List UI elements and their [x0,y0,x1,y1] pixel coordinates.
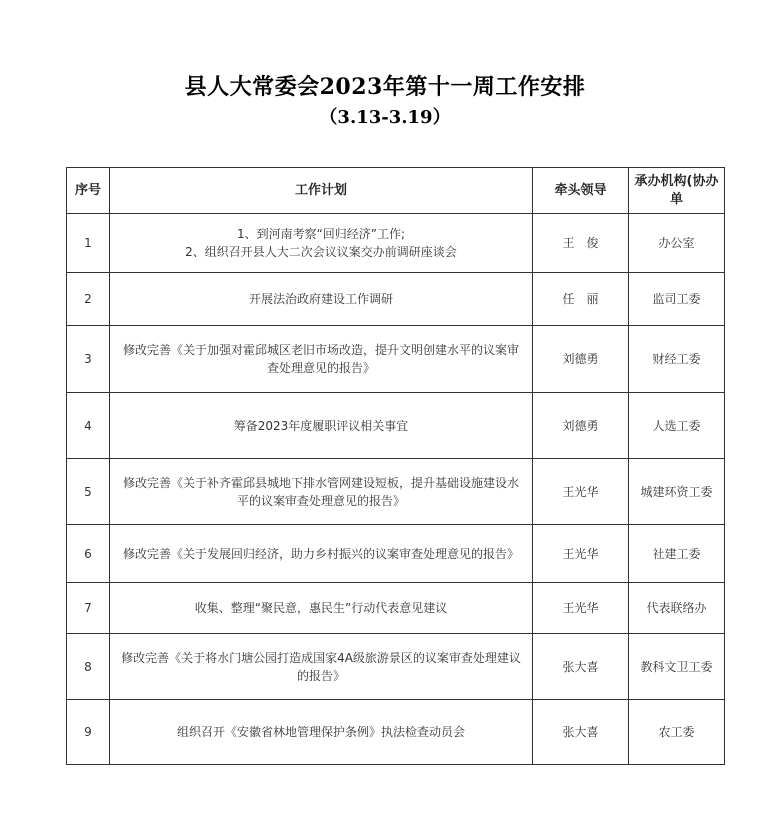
row-seq: 1 [67,214,110,273]
plan-line: 1、到河南考察“回归经济”工作; [236,227,406,241]
row-org: 社建工委 [629,525,725,583]
row-leader: 刘德勇 [533,326,629,393]
row-plan [110,214,533,273]
row-org: 办公室 [629,214,725,273]
plan-line: 收集、整理“聚民意，惠民生”行动代表意见建议 [194,601,448,615]
row-org: 财经工委 [629,326,725,393]
row-plan [110,326,533,393]
document-title: 县人大常委会2023年第十一周工作安排 [184,74,586,100]
row-seq: 4 [67,393,110,459]
plan-line: 平的议案审查处理意见的报告》 [236,493,405,508]
row-plan [110,459,533,525]
table-row [67,700,725,765]
plan-line: 开展法治政府建设工作调研 [248,292,393,306]
row-plan [110,273,533,326]
row-leader: 王光华 [533,583,629,634]
row-leader: 任 丽 [533,273,629,326]
table-row [67,273,725,326]
header-org: 承办机构(协办单 [629,168,725,214]
row-seq: 7 [67,583,110,634]
row-org: 代表联络办 [629,583,725,634]
table-header-row [67,168,725,214]
row-plan [110,634,533,700]
row-org: 农工委 [629,700,725,765]
table-row [67,634,725,700]
work-plan-table [66,167,725,765]
row-org: 城建环资工委 [629,459,725,525]
header-seq: 序号 [67,168,110,214]
document-subtitle: （3.13-3.19） [319,107,451,128]
row-org: 监司工委 [629,273,725,326]
row-leader: 王光华 [533,459,629,525]
table-row [67,459,725,525]
row-seq: 3 [67,326,110,393]
table-body [67,214,725,765]
row-leader: 刘德勇 [533,393,629,459]
plan-line: 组织召开《安徽省林地管理保护条例》执法检查动员会 [176,725,465,739]
row-seq: 6 [67,525,110,583]
plan-line: 2、组织召开县人大二次会议议案交办前调研座谈会 [185,245,457,259]
row-plan [110,700,533,765]
row-seq: 5 [67,459,110,525]
row-seq: 8 [67,634,110,700]
table-row [67,214,725,273]
row-org: 教科文卫工委 [629,634,725,700]
row-leader: 张大喜 [533,700,629,765]
plan-line: 修改完善《关于发展回归经济，助力乡村振兴的议案审查处理意见的报告》 [122,546,519,561]
plan-line: 查处理意见的报告》 [266,361,375,375]
plan-line: 的报告》 [296,668,345,683]
table-row [67,525,725,583]
table-row [67,326,725,393]
plan-line: 修改完善《关于补齐霍邱县城地下排水管网建设短板，提升基础设施建设水 [122,475,519,490]
plan-line: 修改完善《关于将水门塘公园打造成国家4A级旅游景区的议案审查处理建议 [121,650,521,665]
row-plan [110,525,533,583]
row-plan [110,393,533,459]
row-plan [110,583,533,634]
row-org: 人选工委 [629,393,725,459]
header-leader: 牵头领导 [533,168,629,214]
plan-line: 修改完善《关于加强对霍邱城区老旧市场改造，提升文明创建水平的议案审 [122,343,519,357]
row-seq: 9 [67,700,110,765]
plan-line: 筹备2023年度履职评议相关事宜 [233,418,409,433]
row-leader: 王 俊 [533,214,629,273]
table-row [67,583,725,634]
row-seq: 2 [67,273,110,326]
header-plan: 工作计划 [110,168,533,214]
row-leader: 王光华 [533,525,629,583]
table-row [67,393,725,459]
row-leader: 张大喜 [533,634,629,700]
